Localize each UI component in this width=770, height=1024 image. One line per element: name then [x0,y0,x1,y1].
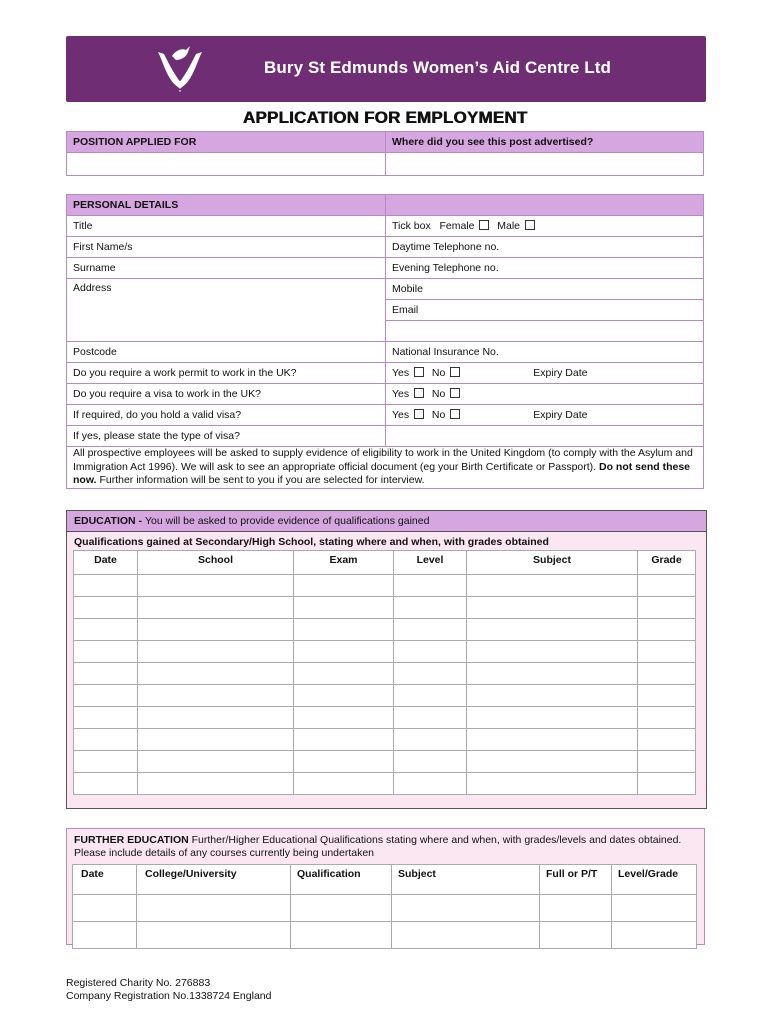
table-cell[interactable] [467,663,638,685]
table-row [74,751,696,773]
table-cell[interactable] [74,575,138,597]
table-cell[interactable] [638,729,696,751]
visa-answer [386,384,704,405]
table-cell[interactable] [638,685,696,707]
table-cell[interactable] [638,663,696,685]
table-row [74,575,696,597]
table-row [74,663,696,685]
further-qualifications-table [72,864,697,949]
table-cell[interactable] [74,707,138,729]
visa-no-checkbox[interactable] [450,388,460,398]
table-cell[interactable] [394,773,467,795]
daytime-telephone-field[interactable] [386,237,704,258]
table-cell[interactable] [138,773,294,795]
table-cell[interactable] [394,575,467,597]
work-permit-no-checkbox[interactable] [450,367,460,377]
col-date: Date [73,865,137,895]
advert-source-label: Where did you see this post advertised? [386,132,704,153]
col-level-grade: Level/Grade [612,865,697,895]
table-cell[interactable] [394,641,467,663]
education-heading-note: You will be asked to provide evidence of qualifications gained [144,515,430,527]
table-cell[interactable] [294,663,394,685]
valid-visa-no-checkbox[interactable] [450,409,460,419]
male-checkbox[interactable] [525,220,535,230]
table-cell[interactable] [638,751,696,773]
table-cell[interactable] [394,663,467,685]
company-registration: Company Registration No.1338724 England [66,990,272,1002]
table-cell[interactable] [540,922,612,949]
table-cell[interactable] [467,751,638,773]
table-cell[interactable] [138,619,294,641]
col-school: School [138,551,294,575]
table-cell[interactable] [138,663,294,685]
table-cell[interactable] [294,685,394,707]
surname-field[interactable] [67,258,386,279]
address-field[interactable] [67,279,386,342]
title-label: Title [73,220,93,232]
table-cell[interactable] [138,575,294,597]
table-cell[interactable] [137,895,291,922]
gender-field [386,216,704,237]
school-qualifications-header [74,551,696,575]
postcode-field[interactable] [67,342,386,363]
table-cell[interactable] [394,729,467,751]
table-cell[interactable] [294,707,394,729]
email-field[interactable] [386,300,704,321]
position-applied-field[interactable] [67,153,386,176]
page-title: APPLICATION FOR EMPLOYMENT [242,108,528,127]
table-cell[interactable] [638,707,696,729]
table-cell[interactable] [638,597,696,619]
table-cell[interactable] [138,729,294,751]
first-name-label: First Name/s [73,241,133,253]
table-cell[interactable] [74,685,138,707]
position-applied-label: POSITION APPLIED FOR [67,132,386,153]
table-cell[interactable] [392,895,540,922]
further-education-section [66,828,705,945]
table-cell[interactable] [138,685,294,707]
table-cell[interactable] [294,575,394,597]
further-education-heading-note: Further/Higher Educational Qualifications stating where and when, with grades/levels and dates obtained. Please include details of any courses currently being undertaken [74,834,682,859]
table-row [74,729,696,751]
tick-box-label: Tick box [392,220,431,232]
no-label: No [431,367,446,379]
yes-label: Yes [392,367,410,379]
table-row [74,707,696,729]
table-cell[interactable] [294,619,394,641]
col-exam: Exam [294,551,394,575]
education-heading-bold: EDUCATION - [74,515,145,527]
col-level: Level [394,551,467,575]
table-cell[interactable] [394,707,467,729]
table-cell[interactable] [540,895,612,922]
position-table [66,131,704,176]
no-label: No [431,409,446,421]
col-subject: Subject [467,551,638,575]
table-cell[interactable] [467,773,638,795]
mobile-label: Mobile [392,283,423,295]
table-cell[interactable] [394,685,467,707]
valid-visa-question: If required, do you hold a valid visa? [67,405,386,426]
table-row [74,641,696,663]
charity-number: Registered Charity No. 276883 [66,977,211,989]
table-cell[interactable] [74,641,138,663]
col-college: College/University [137,865,291,895]
table-cell[interactable] [638,773,696,795]
table-cell[interactable] [467,707,638,729]
table-cell[interactable] [394,597,467,619]
personal-details-heading-right [386,195,704,216]
organisation-name: Bury St Edmunds Women’s Aid Centre Ltd [264,58,611,77]
email-label: Email [392,304,419,316]
work-permit-expiry-label: Expiry Date [533,367,588,379]
table-cell[interactable] [394,619,467,641]
table-cell[interactable] [74,597,138,619]
valid-visa-answer [386,405,704,426]
table-row [74,773,696,795]
further-qualifications-header [73,865,697,895]
table-cell[interactable] [138,751,294,773]
table-cell[interactable] [74,729,138,751]
table-cell[interactable] [291,895,392,922]
yes-label: Yes [392,409,410,421]
table-cell[interactable] [137,922,291,949]
table-cell[interactable] [73,922,137,949]
table-cell[interactable] [74,751,138,773]
table-cell[interactable] [74,663,138,685]
school-qualifications-table [73,550,696,795]
personal-details-table [66,194,704,489]
table-cell[interactable] [638,575,696,597]
table-row [73,922,697,949]
eligibility-note-text-2: Further information will be sent to you if you are selected for interview. [96,474,425,486]
surname-label: Surname [73,262,116,274]
col-qualification: Qualification [291,865,392,895]
work-permit-answer [386,363,704,384]
dove-hands-icon [150,42,210,98]
table-cell[interactable] [74,773,138,795]
address-label: Address [73,282,112,294]
visa-type-field[interactable] [386,426,704,447]
table-cell[interactable] [294,597,394,619]
table-cell[interactable] [138,597,294,619]
no-label: No [431,388,446,400]
table-row [73,895,697,922]
education-subheading: Qualifications gained at Secondary/High School, stating where and when, with grades obtained [74,536,549,548]
first-name-field[interactable] [67,237,386,258]
table-cell[interactable] [291,922,392,949]
eligibility-note-text: All prospective employees will be asked to supply evidence of eligibility to work in the United Kingdom (to comply with the Asylum and Immigration Act 1996). We will ask to see an appropriate official document (eg your Birth Certificate or Passport). [73,447,693,473]
further-education-heading-bold: FURTHER EDUCATION [74,834,189,846]
col-grade: Grade [638,551,696,575]
table-cell[interactable] [467,597,638,619]
table-cell[interactable] [638,619,696,641]
valid-visa-expiry-label: Expiry Date [533,409,588,421]
col-subject: Subject [392,865,540,895]
visa-type-question: If yes, please state the type of visa? [67,426,386,447]
table-cell[interactable] [638,641,696,663]
postcode-label: Postcode [73,346,117,358]
ni-number-field[interactable] [386,342,704,363]
education-section [66,510,707,809]
table-row [74,685,696,707]
ni-number-label: National Insurance No. [392,346,499,358]
table-cell[interactable] [294,773,394,795]
table-cell[interactable] [467,685,638,707]
work-permit-yes-checkbox[interactable] [414,367,424,377]
table-cell[interactable] [294,751,394,773]
table-cell[interactable] [467,729,638,751]
female-label: Female [439,220,475,232]
table-row [74,597,696,619]
title-field[interactable] [67,216,386,237]
footer [66,977,271,1003]
table-cell[interactable] [467,641,638,663]
table-cell[interactable] [392,922,540,949]
table-cell[interactable] [294,641,394,663]
evening-telephone-field[interactable] [386,258,704,279]
table-cell[interactable] [138,707,294,729]
col-full-part-time: Full or P/T [540,865,612,895]
education-heading [67,511,706,532]
table-cell[interactable] [612,895,697,922]
mobile-field[interactable] [386,279,704,300]
eligibility-note [67,447,704,489]
evening-telephone-label: Evening Telephone no. [392,262,499,274]
table-cell[interactable] [138,641,294,663]
further-education-heading [67,829,704,864]
male-label: Male [497,220,521,232]
table-cell[interactable] [467,575,638,597]
eligibility-note-bold: Do not send these now. [73,460,691,486]
work-permit-question: Do you require a work permit to work in the UK? [67,363,386,384]
personal-details-heading: PERSONAL DETAILS [67,195,386,216]
visa-question: Do you require a visa to work in the UK? [67,384,386,405]
header-banner [66,36,706,102]
visa-yes-checkbox[interactable] [414,388,424,398]
female-checkbox[interactable] [479,220,489,230]
col-date: Date [74,551,138,575]
table-row [74,619,696,641]
table-cell[interactable] [467,619,638,641]
valid-visa-yes-checkbox[interactable] [414,409,424,419]
table-cell[interactable] [394,751,467,773]
email-extra-field[interactable] [386,321,704,342]
table-cell[interactable] [294,729,394,751]
daytime-telephone-label: Daytime Telephone no. [392,241,500,253]
yes-label: Yes [392,388,410,400]
table-cell[interactable] [612,922,697,949]
table-cell[interactable] [73,895,137,922]
advert-source-field[interactable] [386,153,704,176]
table-cell[interactable] [74,619,138,641]
